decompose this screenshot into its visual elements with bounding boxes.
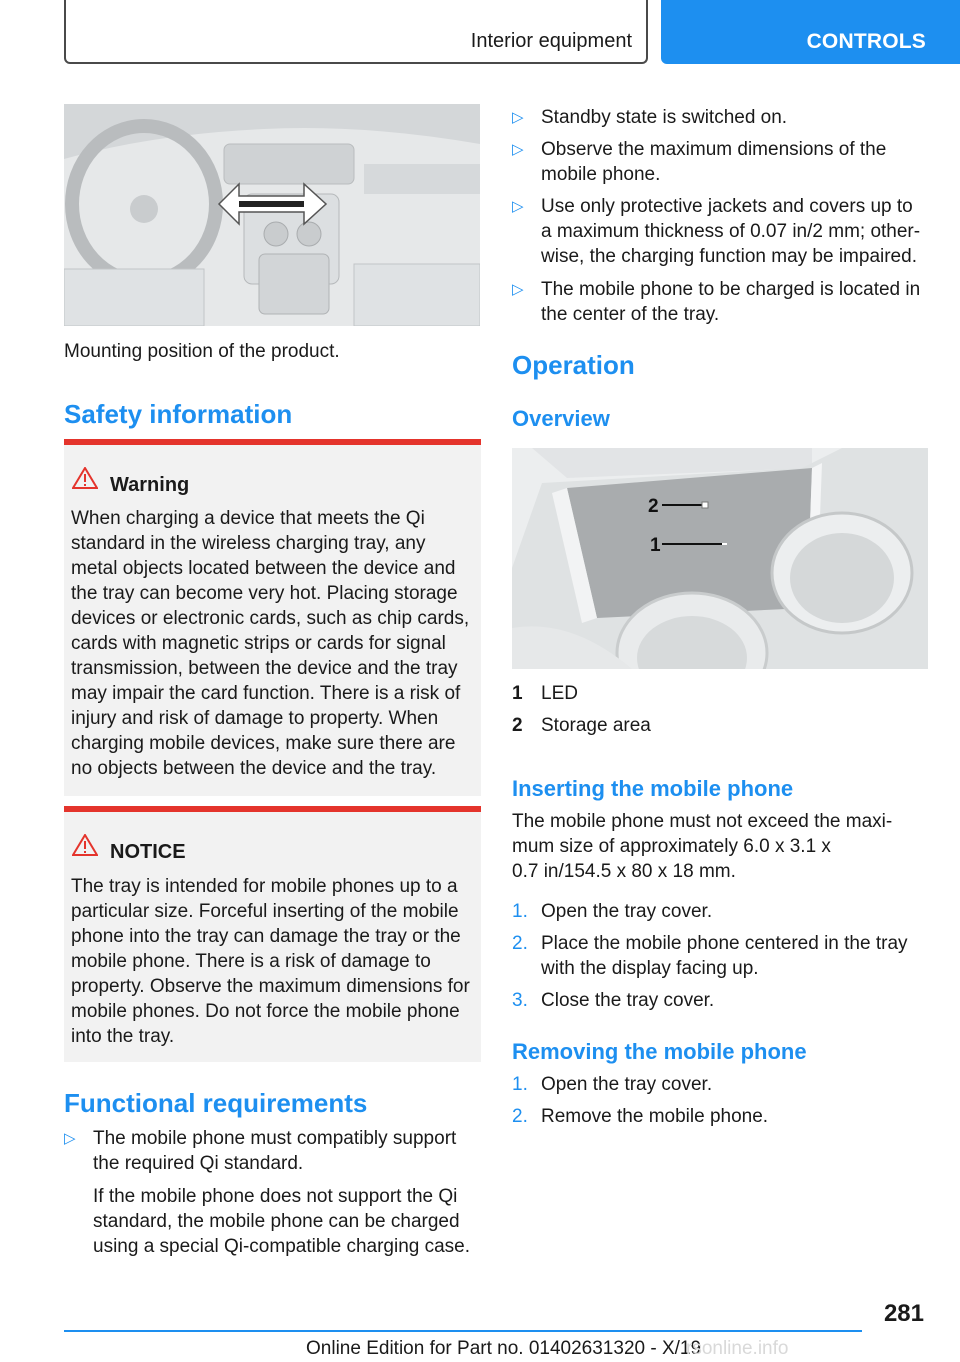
figure-label-two: 2: [648, 496, 659, 517]
warning-box: [64, 439, 481, 796]
inserting-step: 2. Place the mobile phone centered in the tray with the display facing up.: [512, 933, 908, 979]
operation-heading: Operation: [512, 350, 635, 380]
header-section-tab: [64, 0, 648, 64]
requirement-bullet: ▷ Observe the maximum dimensions of the mobile phone.: [512, 139, 887, 185]
figure-caption: Mounting position of the product.: [64, 341, 340, 362]
requirement-bullet: ▷ Use only protective jackets and covers up to a maximum thickness of 0.07 in/2 mm; other- wise, the charging function may be impaired.: [512, 196, 921, 267]
functional-bullet: ▷ The mobile phone must compatibly support the required Qi standard. If the mobile phone does not support the Qi standard, the mobile phone can be charged using a special Qi-compatible charging case.: [64, 1128, 471, 1257]
overview-heading: Overview: [512, 406, 610, 431]
chapter-title: CONTROLS: [806, 30, 926, 53]
notice-title: NOTICE: [110, 841, 186, 863]
legend-item: 2 Storage area: [512, 715, 651, 736]
notice-icon: [72, 834, 98, 856]
requirement-bullet: ▷ Standby state is switched on.: [512, 107, 788, 128]
inserting-step: 3. Close the tray cover.: [512, 990, 715, 1011]
warning-text: When charging a device that meets the Qi standard in the wireless charging tray, any metal objects located between the device and the tray can become very hot. Placing storage devices or electronic cards, such as chip cards, cards with magnetic strips or cards for signal transmission, between the device and the tray may impair the card function. There is a risk of injury and risk of damage to property. When charging mobile devices, make sure there are no objects between the device and the tray.: [71, 508, 470, 779]
legend-item: 1 LED: [512, 683, 578, 704]
inserting-heading: Inserting the mobile phone: [512, 776, 794, 801]
header-chapter-tab: [661, 0, 960, 64]
watermark: rsonline.info: [686, 1338, 789, 1359]
edition-note: Online Edition for Part no. 01402631320 - X/19: [306, 1338, 702, 1359]
figure-label-one: 1: [650, 535, 661, 556]
functional-heading: Functional requirements: [64, 1088, 368, 1118]
cockpit-illustration: [64, 104, 480, 326]
charging-tray-illustration: [512, 448, 928, 669]
notice-text: The tray is intended for mobile phones up to a particular size. Forceful inserting of the mobile phone into the tray can damage the tray or the mobile phone. There is a risk of damage to property. Observe the maximum dimensions for mobile phones. Do not force the mobile phone into the tray.: [71, 876, 470, 1047]
requirement-bullet: ▷ The mobile phone to be charged is located in the center of the tray.: [512, 279, 921, 325]
bullet-marker: ▷: [64, 1130, 76, 1147]
footer-rule: [64, 1330, 862, 1332]
inserting-step: 1. Open the tray cover.: [512, 901, 713, 922]
notice-box: [64, 806, 481, 1062]
safety-heading: Safety information: [64, 399, 293, 429]
removing-step: 1. Open the tray cover.: [512, 1074, 713, 1095]
warning-title: Warning: [110, 474, 190, 496]
warning-icon: [72, 467, 98, 489]
removing-step: 2. Remove the mobile phone.: [512, 1106, 769, 1127]
page-number: 281: [883, 1300, 924, 1327]
section-title: Interior equipment: [470, 30, 632, 52]
inserting-text: The mobile phone must not exceed the maxi- mum size of approximately 6.0 x 3.1 x 0.7 in/154.5 x 80 x 18 mm.: [512, 811, 893, 882]
removing-heading: Removing the mobile phone: [512, 1039, 807, 1064]
